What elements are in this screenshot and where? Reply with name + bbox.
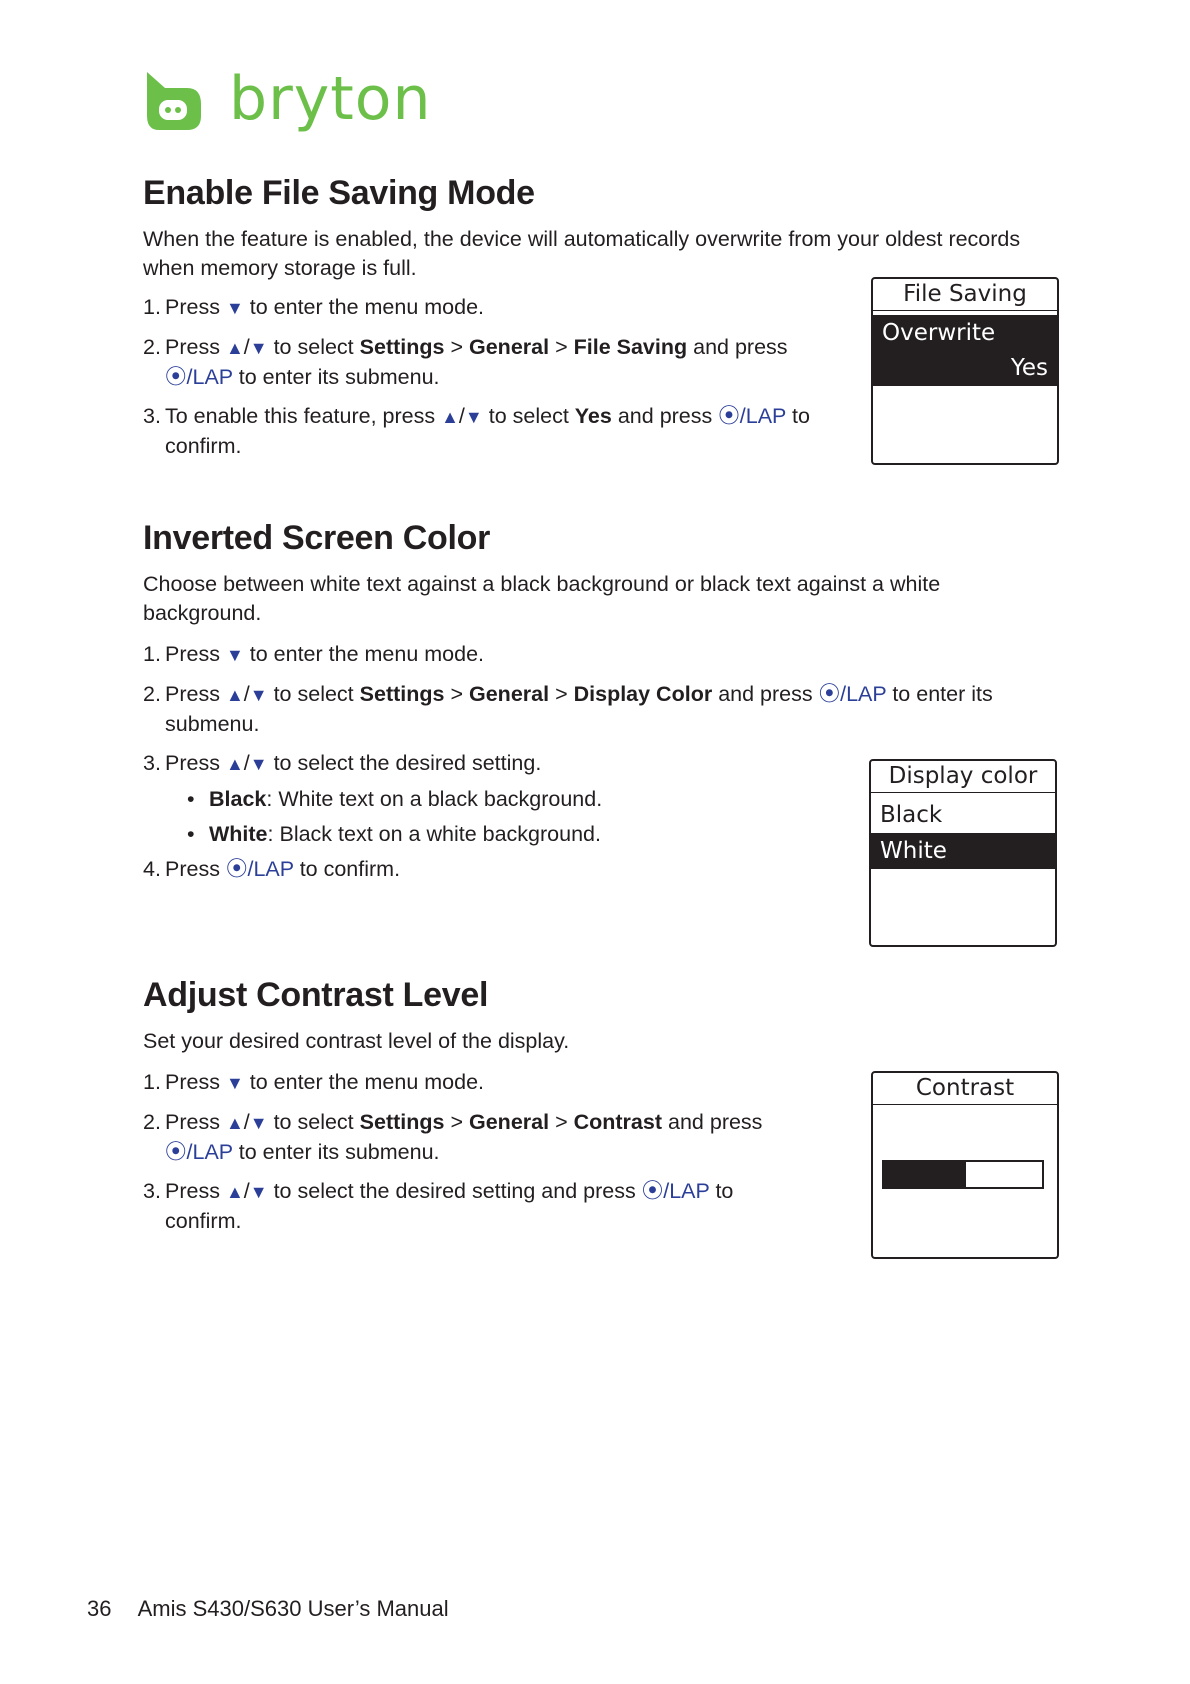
ok-button-icon: ⦿ [165,1140,187,1164]
lap-label: LAP [846,682,887,706]
ok-button-icon: ⦿ [818,682,841,706]
lap-label: LAP [253,857,294,881]
contrast-level-bar [882,1160,1044,1189]
contrast-intro: Set your desired contrast level of the display. [143,1029,570,1053]
overwrite-row: Overwrite [873,315,1057,351]
option-black-desc: • Black: White text on a black background. [187,787,603,811]
file-saving-steps [143,293,823,461]
inverted-color-heading: Inverted Screen Color [143,519,491,557]
inverted-step-1: 1. Press ▼ to enter the menu mode. [143,642,485,666]
down-arrow-icon: ▼ [225,298,244,318]
down-arrow-icon: ▼ [249,685,268,705]
ok-button-icon: ⦿ [225,857,248,881]
page-number: 36 [87,1596,112,1621]
file-saving-step-1: 1. Press ▼ to enter the menu mode. [143,295,485,319]
bryton-logo-icon [143,72,203,134]
page-footer [87,1596,449,1622]
contrast-heading: Adjust Contrast Level [143,976,489,1014]
lap-label: LAP [192,365,233,389]
inverted-color-intro: Choose between white text against a black background or black text against a white background. [143,572,941,625]
inverted-step-2: 2. Press ▲/▼ to select Settings > General > Display Color and press ⦿/LAP to enter its submenu. [143,682,993,736]
ok-button-icon: ⦿ [165,365,187,389]
lap-label: LAP [745,404,786,428]
manual-title: Amis S430/S630 User’s Manual [137,1596,449,1621]
contrast-level-fill [884,1162,966,1187]
file-saving-screen-title: File Saving [873,279,1057,311]
up-arrow-icon: ▲ [225,1182,244,1202]
bryton-logo [143,64,432,134]
contrast-step-2: 2. Press ▲/▼ to select Settings > General > Contrast and press ⦿/LAP to enter its submenu. [143,1110,763,1164]
white-option-row: White [871,833,1055,869]
file-saving-heading: Enable File Saving Mode [143,174,535,212]
down-arrow-icon: ▼ [249,1113,268,1133]
option-white-desc: • White: Black text on a white background. [187,822,601,846]
lap-label: LAP [192,1140,233,1164]
file-saving-step-3: 3. To enable this feature, press ▲/▼ to select Yes and press ⦿/LAP to confirm. [143,404,810,458]
inverted-step-4: 4. Press ⦿/LAP to confirm. [143,857,401,881]
black-option-row: Black [880,802,943,828]
contrast-step-3: 3. Press ▲/▼ to select the desired setting and press ⦿/LAP to confirm. [143,1179,734,1233]
ok-button-icon: ⦿ [718,404,740,428]
inverted-step-3: 3. Press ▲/▼ to select the desired setting. • Black: White text on a black background. • White: Black text on a white background. [143,749,1043,849]
down-arrow-icon: ▼ [249,754,268,774]
down-arrow-icon: ▼ [464,407,483,427]
down-arrow-icon: ▼ [225,1073,244,1093]
up-arrow-icon: ▲ [225,685,244,705]
ok-button-icon: ⦿ [641,1179,664,1203]
contrast-step-1: 1. Press ▼ to enter the menu mode. [143,1070,485,1094]
up-arrow-icon: ▲ [225,754,244,774]
up-arrow-icon: ▲ [225,338,244,358]
contrast-screen [871,1071,1059,1259]
down-arrow-icon: ▼ [249,338,268,358]
bryton-logo-text: bryton [229,64,432,134]
file-saving-intro: When the feature is enabled, the device will automatically overwrite from your oldest records when memory storage is full. [143,227,1021,280]
lap-label: LAP [669,1179,710,1203]
display-color-screen-title: Display color [871,761,1055,793]
file-saving-screen [871,277,1059,465]
down-arrow-icon: ▼ [249,1182,268,1202]
down-arrow-icon: ▼ [225,645,244,665]
up-arrow-icon: ▲ [441,407,459,427]
display-color-screen [869,759,1057,947]
contrast-screen-title: Contrast [873,1073,1057,1105]
overwrite-value: Yes [873,350,1057,386]
up-arrow-icon: ▲ [225,1113,244,1133]
file-saving-step-2: 2. Press ▲/▼ to select Settings > General > File Saving and press ⦿/LAP to enter its submenu. [143,335,788,389]
contrast-steps [143,1068,783,1236]
